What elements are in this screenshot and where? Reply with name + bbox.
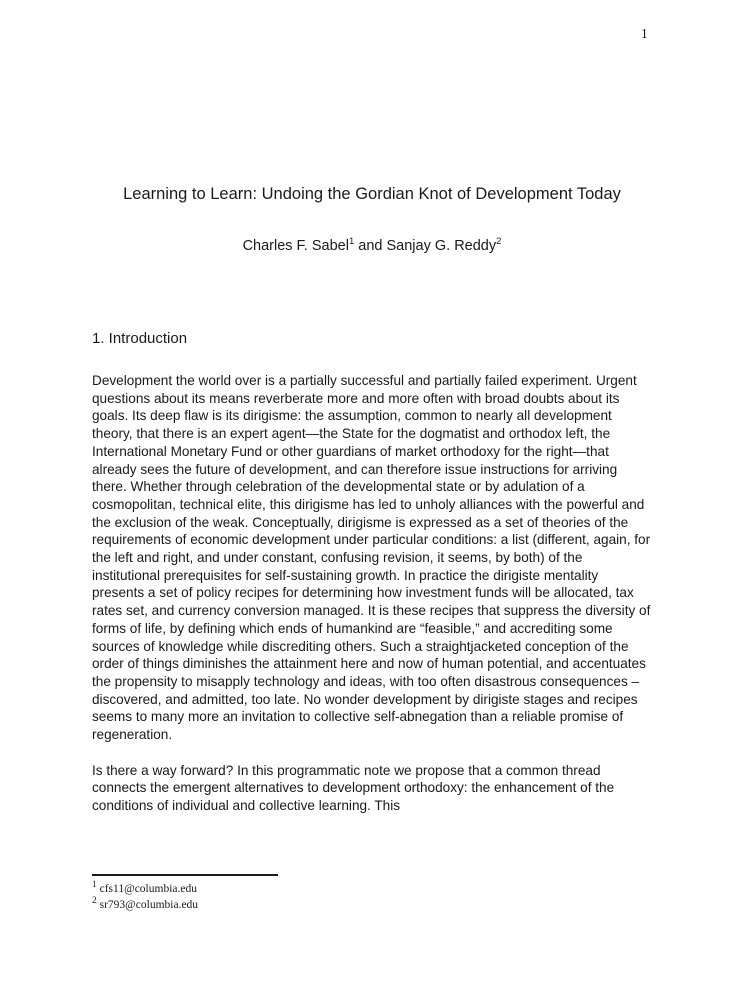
footnote-1-marker: 1 xyxy=(92,880,97,891)
authors-conjunction: and xyxy=(354,238,387,254)
section-heading-introduction: 1. Introduction xyxy=(92,330,188,347)
authors-line xyxy=(92,238,652,254)
author-2: Sanjay G. Reddy xyxy=(386,238,497,254)
footnote-2-marker: 2 xyxy=(92,895,97,906)
author-2-footnote-marker: 2 xyxy=(496,236,502,248)
page-content xyxy=(92,0,652,815)
footnote-2 xyxy=(92,895,652,914)
footnotes-section xyxy=(92,874,652,913)
body-paragraph-1: Development the world over is a partially successful and partially failed experiment. Urgent questions about its means reverberate more and more often with broad doubts about its goals. Its deep flaw is its dirigisme: the assumption, common to nearly all development theory, that there is an expert agent—the State for the dogmatist and orthodox left, the International Monetary Fund or other guardians of market orthodoxy for the right—that already sees the future of development, and can therefore issue instructions for arriving there. Whether through celebration of the developmental state or by adulation of a cosmopolitan, technical elite, this dirigisme has led to unholy alliances with the powerful and the exclusion of the weak. Conceptually, dirigisme is expressed as a set of theories of the requirements of economic development under particular conditions: a list (different, again, for the left and right, and under constant, confusing revision, it seems, by both) of the institutional prerequisites for self-sustaining growth. In practice the dirigiste mentality presents a set of policy recipes for determining how investment funds will be allocated, tax rates set, and currency conversion managed. It is these recipes that suppress the diversity of forms of life, by defining which ends of humankind are “feasible,” and accrediting some sources of knowledge while discrediting others. Such a straightjacketed conception of the order of things diminishes the attainment here and now of human potential, and accentuates the propensity to misapply technology and ideas, with too often disastrous consequences – discovered, and admitted, too late. No wonder development by dirigiste stages and recipes seems to many more an invitation to collective self-abnegation than a reliable promise of regeneration. xyxy=(92,373,651,743)
body-paragraph-2: Is there a way forward? In this programmatic note we propose that a common thread connects the emergent alternatives to development orthodoxy: the enhancement of the conditions of individual and collective learning. This xyxy=(92,762,615,814)
footnote-separator-rule xyxy=(92,874,278,876)
footnote-1 xyxy=(92,882,652,898)
paper-title: Learning to Learn: Undoing the Gordian Knot of Development Today xyxy=(123,185,621,203)
footnote-2-email: sr793@columbia.edu xyxy=(99,898,199,911)
author-1-footnote-marker: 1 xyxy=(348,236,355,248)
author-1: Charles F. Sabel xyxy=(242,238,349,254)
footnote-1-email: cfs11@columbia.edu xyxy=(99,883,197,895)
page-number: 1 xyxy=(641,26,648,41)
